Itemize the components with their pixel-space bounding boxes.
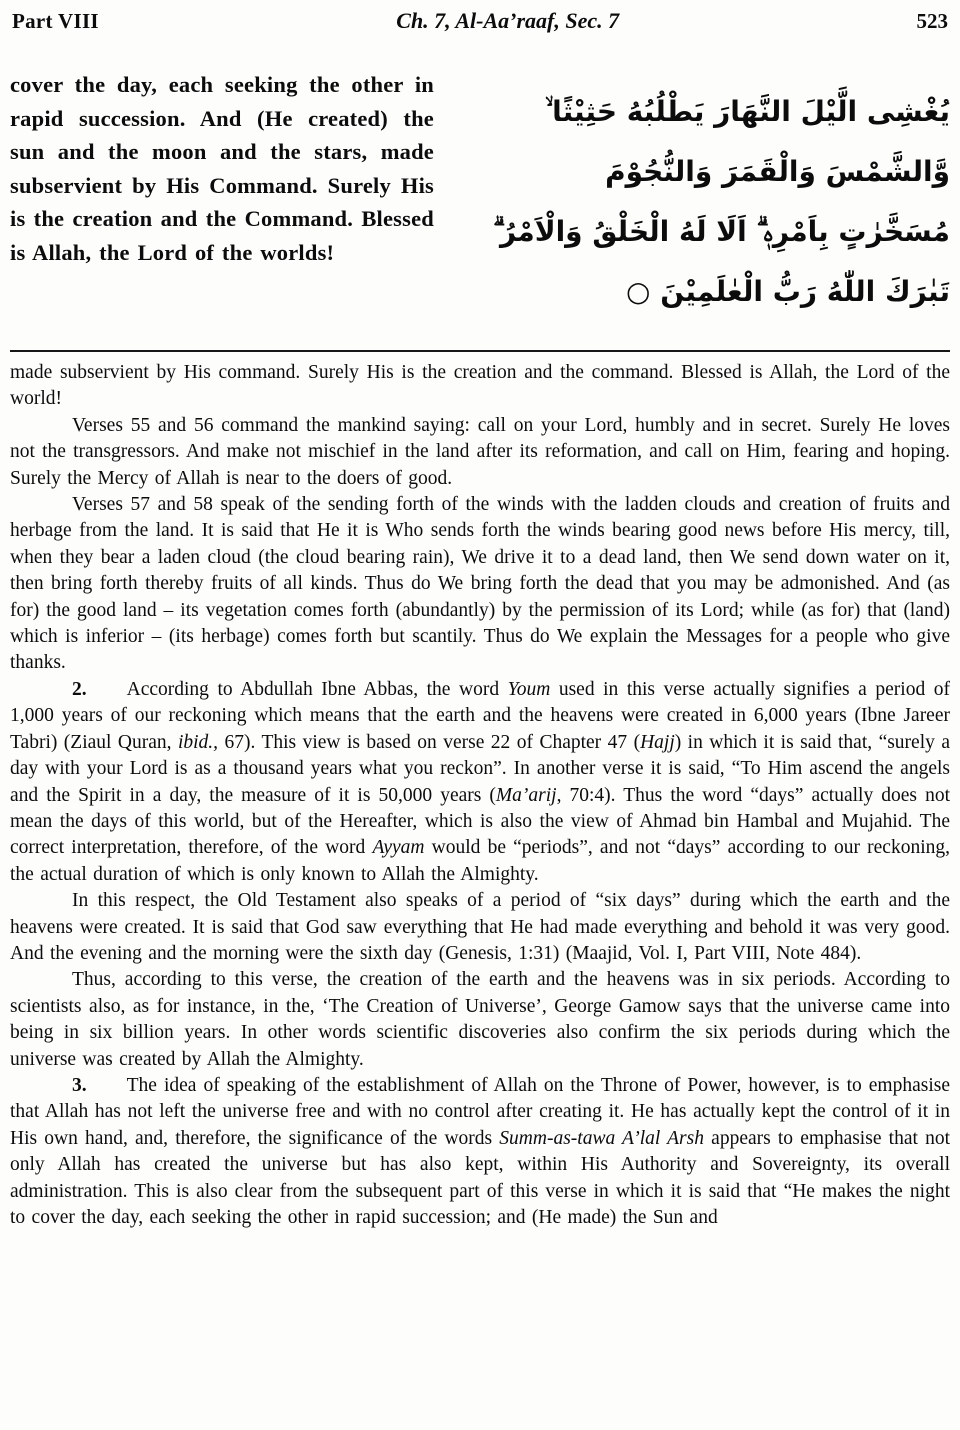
verse-translation-block	[10, 68, 950, 336]
page-number: 523	[916, 9, 948, 33]
page-header	[10, 8, 950, 34]
part-label: Part VIII	[12, 9, 99, 33]
commentary-paragraph: 3. The idea of speaking of the establishment of Allah on the Throne of Power, however, is to emphasise that Allah has not left the universe free and with no control after creating it. He has actually kept the control of it in His own hand, and, therefore, the significance of the words Summ-as-tawa A’lal Arsh appears to emphasise that not only Allah has created the universe but has also kept, within His Authority and Sovereignty, its overall administration. This is also clear from the subsequent part of this verse in which it is said that “He makes the night to cover the day, each seeking the other in rapid succession; and (He made) the Sun and	[10, 1074, 950, 1228]
commentary-paragraph: Thus, according to this verse, the creation of the earth and the heavens was in six periods. According to scientists also, as for instance, in the, ‘The Creation of Universe’, George Gamow says that the universe came into being in six billion years. In other words scientific discoveries also confirm the six periods during which the universe was created by Allah the Almighty.	[10, 969, 950, 1070]
paragraph-number: 3.	[72, 1074, 87, 1096]
chapter-title: Ch. 7, Al-Aa’raaf, Sec. 7	[396, 8, 620, 33]
arabic-verse-line: وَّالشَّمْسَ وَالْقَمَرَ وَالنُّجُوْمَ	[605, 155, 950, 188]
arabic-verse-line: يُغْشِى الَّيْلَ النَّهَارَ يَطْلُبُهُ حَثِيْثًا ۙ	[545, 95, 950, 128]
section-divider	[10, 350, 950, 352]
commentary-paragraph: Verses 55 and 56 command the mankind saying: call on your Lord, humbly and in secret. Surely He loves not the transgressors. And make not mischief in the land after its reformation, and call on Him, fearing and hoping. Surely the Mercy of Allah is near to the doers of good.	[10, 414, 950, 489]
commentary-paragraph: In this respect, the Old Testament also speaks of a period of “six days” during which the earth and the heavens were created. It is said that God saw everything that He had made everything and behold it was very good. And the evening and the morning were the sixth day (Genesis, 1:31) (Maajid, Vol. I, Part VIII, Note 484).	[10, 890, 950, 964]
commentary-paragraph: 2. According to Abdullah Ibne Abbas, the word Youm used in this verse actually signifies a period of 1,000 years of our reckoning which means that the earth and the heavens were created in 6,000 years (Ibne Jareer Tabri) (Ziaul Quran, ibid., 67). This view is based on verse 22 of Chapter 47 (Hajj) in which it is said that, “surely a day with your Lord is as a thousand years what you reckon”. In another verse it is said, “To Him ascend the angels and the Spirit in a day, the measure of it is 50,000 years (Ma’arij, 70:4). Thus the word “days” actually does not mean the days of this world, but of the Hereafter, which is also the view of Ahmad bin Hambal and Mujahid. The correct interpretation, therefore, of the word Ayyam would be “periods”, and not “days” according to our reckoning, the actual duration of which is only known to Allah the Almighty.	[10, 678, 950, 885]
arabic-verse-line: مُسَخَّرٰتٍ بِاَمْرِهٖ ۗ اَلَا لَهُ الْخَلْقُ وَالْاَمْرُ ۗ	[492, 215, 950, 248]
arabic-verse	[434, 68, 950, 336]
paragraph-number: 2.	[72, 678, 87, 700]
arabic-verse-line: تَبٰرَكَ اللّٰهُ رَبُّ الْعٰلَمِيْنَ ○	[626, 275, 950, 308]
commentary	[10, 360, 950, 1231]
commentary-paragraph: made subservient by His command. Surely His is the creation and the command. Blessed is Allah, the Lord of the world!	[10, 362, 950, 410]
commentary-paragraph: Verses 57 and 58 speak of the sending forth of the winds with the ladden clouds and creation of fruits and herbage from the land. It is said that He it is Who sends forth the winds bearing good news before His mercy, till, when they bear a laden cloud (the cloud bearing rain), We drive it to a dead land, then We send down water on it, then bring forth thereby fruits of all kinds. Thus do We bring forth the dead that you may be admonished. And (as for) the good land – its vegetation comes forth (abundantly) by the permission of its Lord; while (as for) that (land) which is inferior – (its herbage) comes forth but scantily. Thus do We explain the Messages for a people who give thanks.	[10, 494, 950, 674]
english-translation: cover the day, each seeking the other in rapid succession. And (He created) the sun and the moon and the stars, made subservient by His Command. Surely His is the creation and the Command. Blessed is Allah, the Lord of the worlds!	[10, 72, 434, 265]
